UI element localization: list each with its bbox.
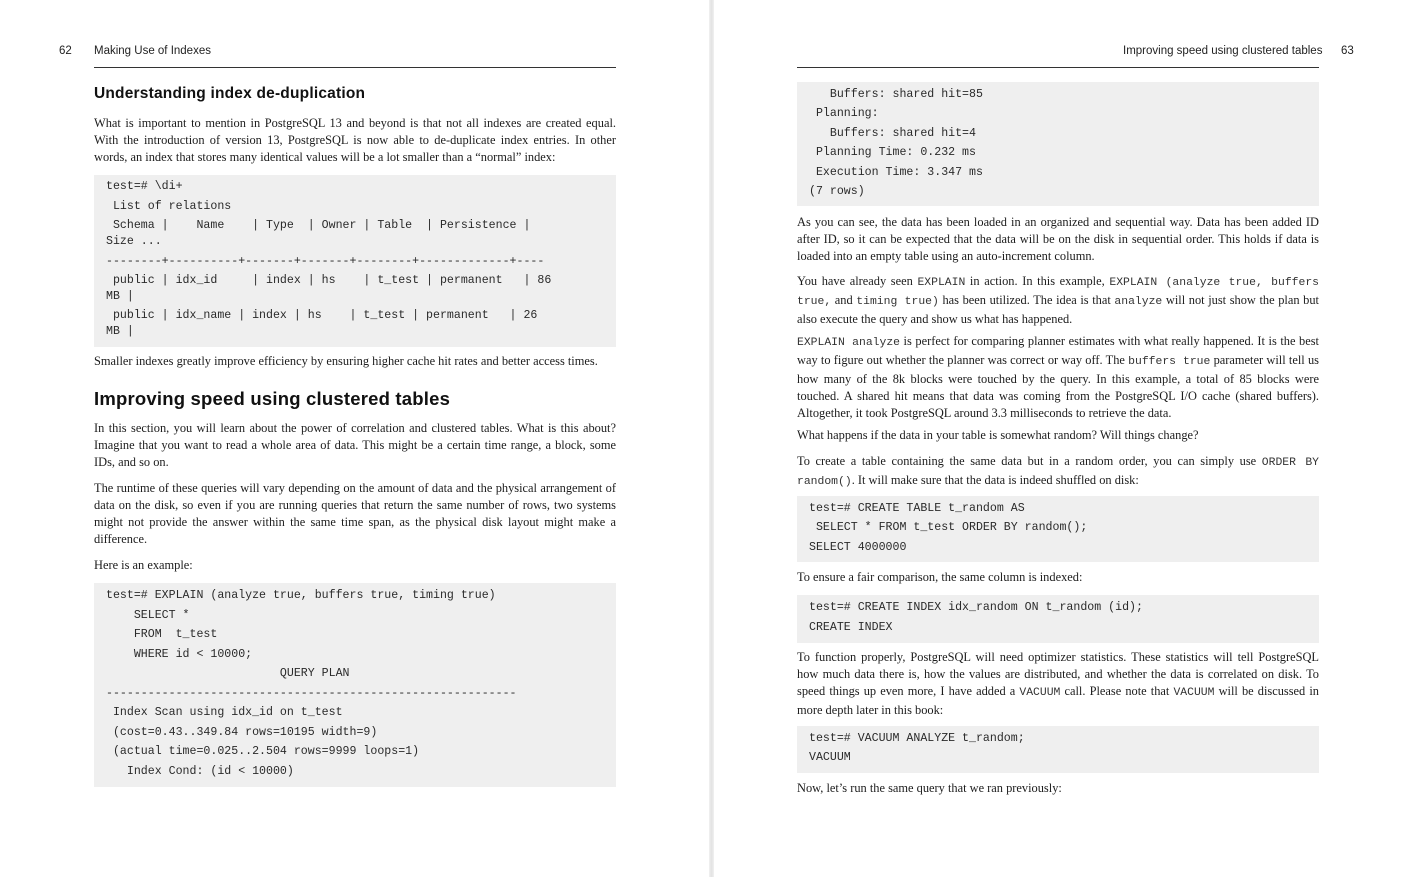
result-paragraph-7: To function properly, PostgreSQL will need optimizer statistics. These statistics will tell PostgreSQL how much data there is, how the values are distributed, and whether the data is correlated on disk. To speed things up even more, I have added a VACUUM call. Please note that VACUUM will be discussed in more depth later in this book: bbox=[797, 650, 1319, 717]
code-line: Size ... bbox=[106, 235, 162, 248]
code-line: Planning: bbox=[809, 107, 879, 120]
code-line: SELECT 4000000 bbox=[809, 541, 907, 554]
running-title: Improving speed using clustered tables bbox=[1123, 45, 1323, 57]
code-block-di bbox=[94, 175, 616, 347]
code-line: MB | bbox=[106, 290, 134, 303]
code-block-explain-continued bbox=[797, 82, 1319, 206]
result-paragraph-1: As you can see, the data has been loaded in an organized and sequential way. Data has been added ID after ID, so it can be expected that the data will be on the disk in sequential order. This holds if data is loaded into an empty table using an auto-increment column. bbox=[797, 215, 1319, 263]
left-page bbox=[0, 0, 709, 877]
code-block-explain bbox=[94, 583, 616, 787]
code-line: ----------------------------------------------------------- bbox=[106, 687, 517, 700]
dedup-intro-paragraph: What is important to mention in PostgreSQL 13 and beyond is that not all indexes are created equal. With the introduction of version 13, PostgreSQL is now able to de-duplicate index entries. In other words, an index that stores many identical values will be a lot smaller than a “normal” index: bbox=[94, 116, 616, 164]
result-paragraph-2: You have already seen EXPLAIN in action. In this example, EXPLAIN (analyze true, buffers true, and timing true) has been utilized. The idea is that analyze will not just show the plan but also execute the query and show us what has happened. bbox=[797, 274, 1319, 326]
result-paragraph-3: EXPLAIN analyze is perfect for comparing planner estimates with what really happened. It is the best way to figure out whether the planner was correct or way off. The buffers true parameter will tell us how many of the 8k blocks were touched by the query. In this example, a total of 85 blocks were touched. A shared hit means that data was coming from the PostgreSQL I/O cache (shared buffers). Altogether, it took PostgreSQL around 3.3 milliseconds to retrieve the data. bbox=[797, 334, 1319, 420]
result-paragraph-8: Now, let’s run the same query that we ran previously: bbox=[797, 781, 1062, 795]
running-title: Making Use of Indexes bbox=[94, 45, 211, 57]
code-line: test=# CREATE TABLE t_random AS bbox=[809, 502, 1025, 515]
code-line: List of relations bbox=[106, 200, 232, 213]
code-line: (7 rows) bbox=[809, 185, 865, 198]
code-line: test=# CREATE INDEX idx_random ON t_random (id); bbox=[809, 601, 1143, 614]
page-number: 62 bbox=[59, 45, 72, 57]
code-line: --------+----------+-------+-------+--------+-------------+---- bbox=[106, 255, 545, 268]
code-line: public | idx_id | index | hs | t_test | permanent | 86 bbox=[106, 274, 552, 287]
code-line: test=# \di+ bbox=[106, 180, 183, 193]
code-line: Execution Time: 3.347 ms bbox=[809, 166, 983, 179]
code-line: SELECT * bbox=[106, 609, 190, 622]
code-line: public | idx_name | index | hs | t_test | permanent | 26 bbox=[106, 309, 538, 322]
code-line: VACUUM bbox=[809, 751, 851, 764]
code-line: test=# VACUUM ANALYZE t_random; bbox=[809, 732, 1025, 745]
page-number: 63 bbox=[1341, 45, 1354, 57]
code-line: Buffers: shared hit=85 bbox=[809, 88, 983, 101]
code-line: (cost=0.43..349.84 rows=10195 width=9) bbox=[106, 726, 378, 739]
clustered-paragraph-1: In this section, you will learn about the power of correlation and clustered tables. What is this about? Imagine that you want to read a whole area of data. This might be a certain time range, a block, some IDs, and so on. bbox=[94, 421, 616, 469]
code-line: SELECT * FROM t_test ORDER BY random(); bbox=[809, 521, 1088, 534]
result-paragraph-5: To create a table containing the same data but in a random order, you can simply use ORDER BY random(). It will make sure that the data is indeed shuffled on disk: bbox=[797, 454, 1319, 488]
right-page bbox=[714, 0, 1425, 877]
clustered-paragraph-2: The runtime of these queries will vary depending on the amount of data and the physical arrangement of data on the disk, so even if you are running queries that return the same number of rows, two systems might not provide the answer within the same time span, as the physical disk layout might make a difference. bbox=[94, 481, 616, 546]
code-line: WHERE id < 10000; bbox=[106, 648, 253, 661]
code-line: Planning Time: 0.232 ms bbox=[809, 146, 976, 159]
header-rule bbox=[94, 67, 616, 68]
code-block-create-index bbox=[797, 595, 1319, 643]
code-block-vacuum bbox=[797, 726, 1319, 773]
code-line: FROM t_test bbox=[106, 628, 218, 641]
code-line: MB | bbox=[106, 325, 134, 338]
section-heading-dedup: Understanding index de-duplication bbox=[94, 85, 366, 102]
code-line: QUERY PLAN bbox=[106, 667, 350, 680]
clustered-paragraph-3: Here is an example: bbox=[94, 558, 193, 572]
code-line: CREATE INDEX bbox=[809, 621, 893, 634]
code-line: (actual time=0.025..2.504 rows=9999 loops=1) bbox=[106, 745, 420, 758]
result-paragraph-4: What happens if the data in your table is somewhat random? Will things change? bbox=[797, 428, 1199, 442]
code-line: Schema | Name | Type | Owner | Table | Persistence | bbox=[106, 219, 531, 232]
dedup-after-paragraph: Smaller indexes greatly improve efficiency by ensuring higher cache hit rates and better access times. bbox=[94, 354, 598, 368]
code-line: Buffers: shared hit=4 bbox=[809, 127, 976, 140]
code-block-create-table bbox=[797, 496, 1319, 562]
header-rule bbox=[797, 67, 1319, 68]
section-heading-clustered: Improving speed using clustered tables bbox=[94, 388, 451, 409]
code-line: test=# EXPLAIN (analyze true, buffers true, timing true) bbox=[106, 589, 496, 602]
result-paragraph-6: To ensure a fair comparison, the same column is indexed: bbox=[797, 570, 1083, 584]
code-line: Index Scan using idx_id on t_test bbox=[106, 706, 343, 719]
code-line: Index Cond: (id < 10000) bbox=[106, 765, 294, 778]
